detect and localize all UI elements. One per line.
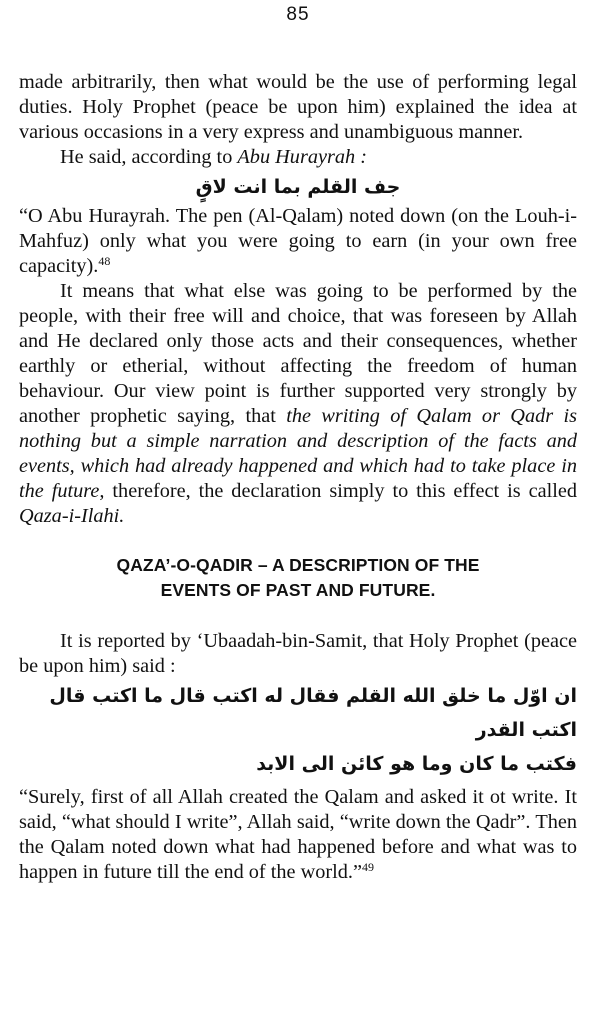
page-number: 85 bbox=[286, 4, 310, 25]
narrator-name: Abu Hurayrah : bbox=[237, 146, 367, 168]
declaration-text: therefore, the declaration simply to this effect is called bbox=[112, 480, 577, 502]
paragraph-qalam-quote bbox=[19, 785, 577, 885]
paragraph-ubaadah: It is reported by ‘Ubaadah-bin-Samit, that Holy Prophet (peace be upon him) said : bbox=[19, 630, 577, 677]
paragraph-continuation: made arbitrarily, then what would be the use of performing legal duties. Holy Prophet (peace be upon him) explained the idea at various occasions in a very express and unambiguous manner. bbox=[19, 71, 577, 143]
heading-line-1: QAZA’-O-QADIR – A DESCRIPTION OF THE bbox=[116, 555, 480, 575]
page-body bbox=[19, 70, 577, 885]
paragraph-he-said bbox=[19, 145, 577, 170]
paragraph-free-will bbox=[19, 279, 577, 529]
footnote-ref-49: 49 bbox=[362, 860, 374, 874]
term-qaza-i-ilahi: Qaza-i-Ilahi. bbox=[19, 505, 125, 527]
free-will-text: It means that what else was going to be performed by the people, with their free will and choice, that was foreseen by Allah and He declared only those acts and their consequences, whether earthly or etherial, without affecting the freedom of human behaviour. Our view point is further supported very strongly by another prophetic saying, that bbox=[19, 280, 577, 427]
heading-line-2: EVENTS OF PAST AND FUTURE. bbox=[160, 580, 436, 600]
he-said-lead: He said, according to bbox=[60, 146, 233, 168]
arabic-quote-3: فكتب ما كان وما هو كائن الى الابد bbox=[256, 753, 577, 775]
arabic-quote-2: ان اوّل ما خلق الله القلم فقال له اكتب قال ما اكتب قال اكتب القدر bbox=[49, 685, 577, 741]
arabic-quote-1: جف القلم بما انت لاقٍ bbox=[195, 176, 401, 198]
qalam-quote-text: “Surely, first of all Allah created the Qalam and asked it ot write. It said, “what should I write”, Allah said, “write down the Qadr”. Then the Qalam noted down what had happened before and what was to happen in future till the end of the world.” bbox=[19, 786, 577, 883]
quote-text: “O Abu Hurayrah. The pen (Al-Qalam) noted down (on the Louh-i-Mahfuz) only what you were going to earn (in your own free capacity). bbox=[19, 205, 577, 277]
italic-quote: the writing of Qalam or Qadr is nothing but a simple narration and description of the facts and events, which had already happened and which had to take place in the future, bbox=[19, 405, 577, 502]
section-heading bbox=[19, 553, 577, 603]
paragraph-abu-hurayrah-quote bbox=[19, 204, 577, 279]
book-page bbox=[19, 0, 577, 1017]
footnote-ref-48: 48 bbox=[98, 254, 111, 268]
